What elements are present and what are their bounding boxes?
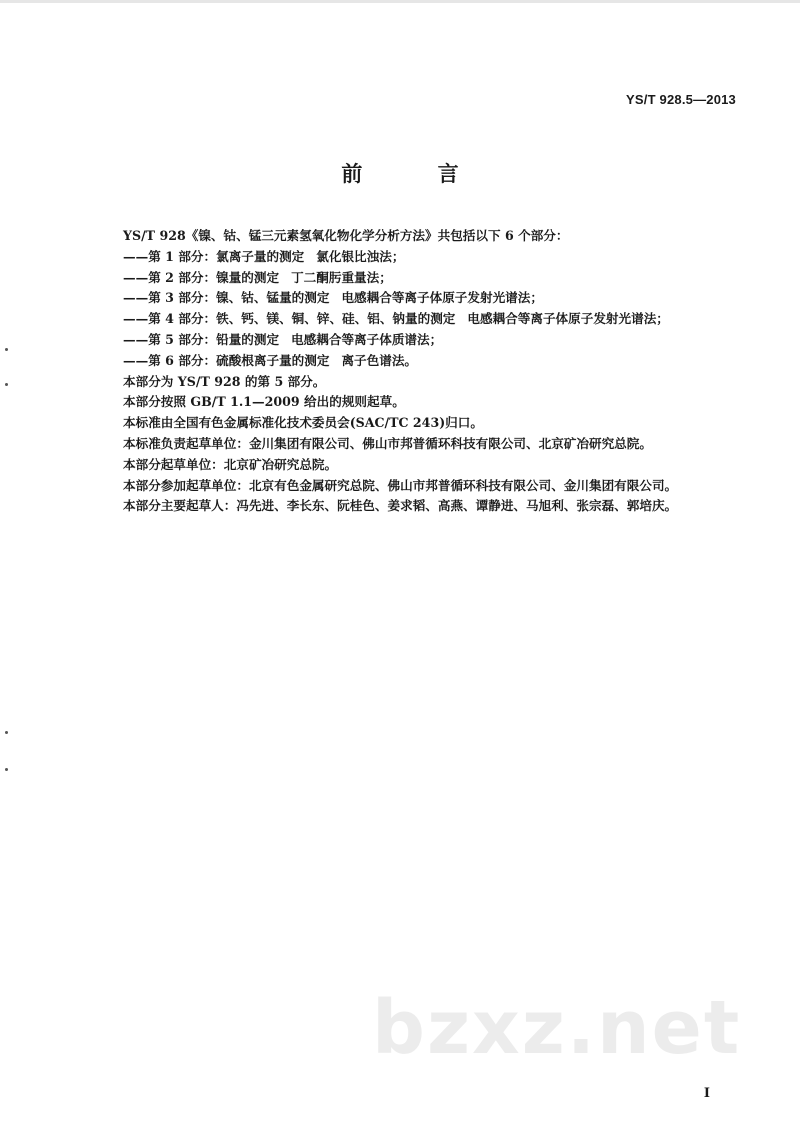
part-prefix: ——第 2 部分：镍量的测定	[123, 269, 280, 285]
standard-code: YS/T 928.5—2013	[626, 92, 736, 107]
part-item	[123, 247, 763, 268]
scan-speck	[5, 731, 8, 734]
part-prefix: ——第 1 部分：氯离子量的测定	[123, 248, 305, 264]
part-method: 电感耦合等离子体原子发射光谱法；	[467, 311, 669, 327]
page-number: I	[703, 1086, 710, 1101]
part-item	[123, 268, 763, 289]
statement-drafting-rules: 本部分按照 GB/T 1.1—2009 给出的规则起草。	[123, 394, 405, 410]
part-prefix: ——第 3 部分：镍、钴、锰量的测定	[123, 290, 330, 306]
statement-part-number: 本部分为 YS/T 928 的第 5 部分。	[123, 373, 326, 389]
part-item	[123, 288, 763, 309]
statement-participating-units: 本部分参加起草单位：北京有色金属研究总院、佛山市邦普循环科技有限公司、金川集团有限公司。	[123, 477, 678, 493]
statement-drafters: 本部分主要起草人：冯先进、李长东、阮桂色、姜求韬、高燕、谭静进、马旭利、张宗磊、郭培庆。	[123, 498, 678, 514]
part-prefix: ——第 4 部分：铁、钙、镁、铜、锌、硅、铝、钠量的测定	[123, 311, 456, 327]
part-method: 电感耦合等离子体原子发射光谱法；	[341, 290, 543, 306]
statement-responsible-units: 本标准负责起草单位：金川集团有限公司、佛山市邦普循环科技有限公司、北京矿冶研究总院。	[123, 435, 652, 451]
scan-speck	[5, 383, 8, 386]
part-method: 丁二酮肟重量法；	[291, 269, 392, 285]
part-prefix: ——第 5 部分：铅量的测定	[123, 331, 280, 347]
page-title: 前 言	[341, 162, 493, 186]
intro-line: YS/T 928《镍、钴、锰三元素氢氧化物化学分析方法》共包括以下 6 个部分：	[123, 228, 569, 243]
part-item	[123, 330, 763, 351]
part-prefix: ——第 6 部分：硫酸根离子量的测定	[123, 352, 330, 368]
scan-speck	[5, 768, 8, 771]
page-top-edge	[0, 0, 800, 3]
statement-drafting-unit: 本部分起草单位：北京矿冶研究总院。	[123, 456, 338, 472]
part-method: 离子色谱法。	[341, 352, 418, 368]
part-item	[123, 309, 763, 330]
part-item	[123, 351, 763, 372]
part-method: 电感耦合等离子体质谱法；	[291, 331, 443, 347]
scan-speck	[5, 348, 8, 351]
statement-committee: 本标准由全国有色金属标准化技术委员会(SAC/TC 243)归口。	[123, 415, 483, 431]
foreword-body	[123, 226, 763, 517]
part-method: 氯化银比浊法；	[316, 248, 405, 264]
watermark: bzxz.net	[372, 985, 742, 1071]
